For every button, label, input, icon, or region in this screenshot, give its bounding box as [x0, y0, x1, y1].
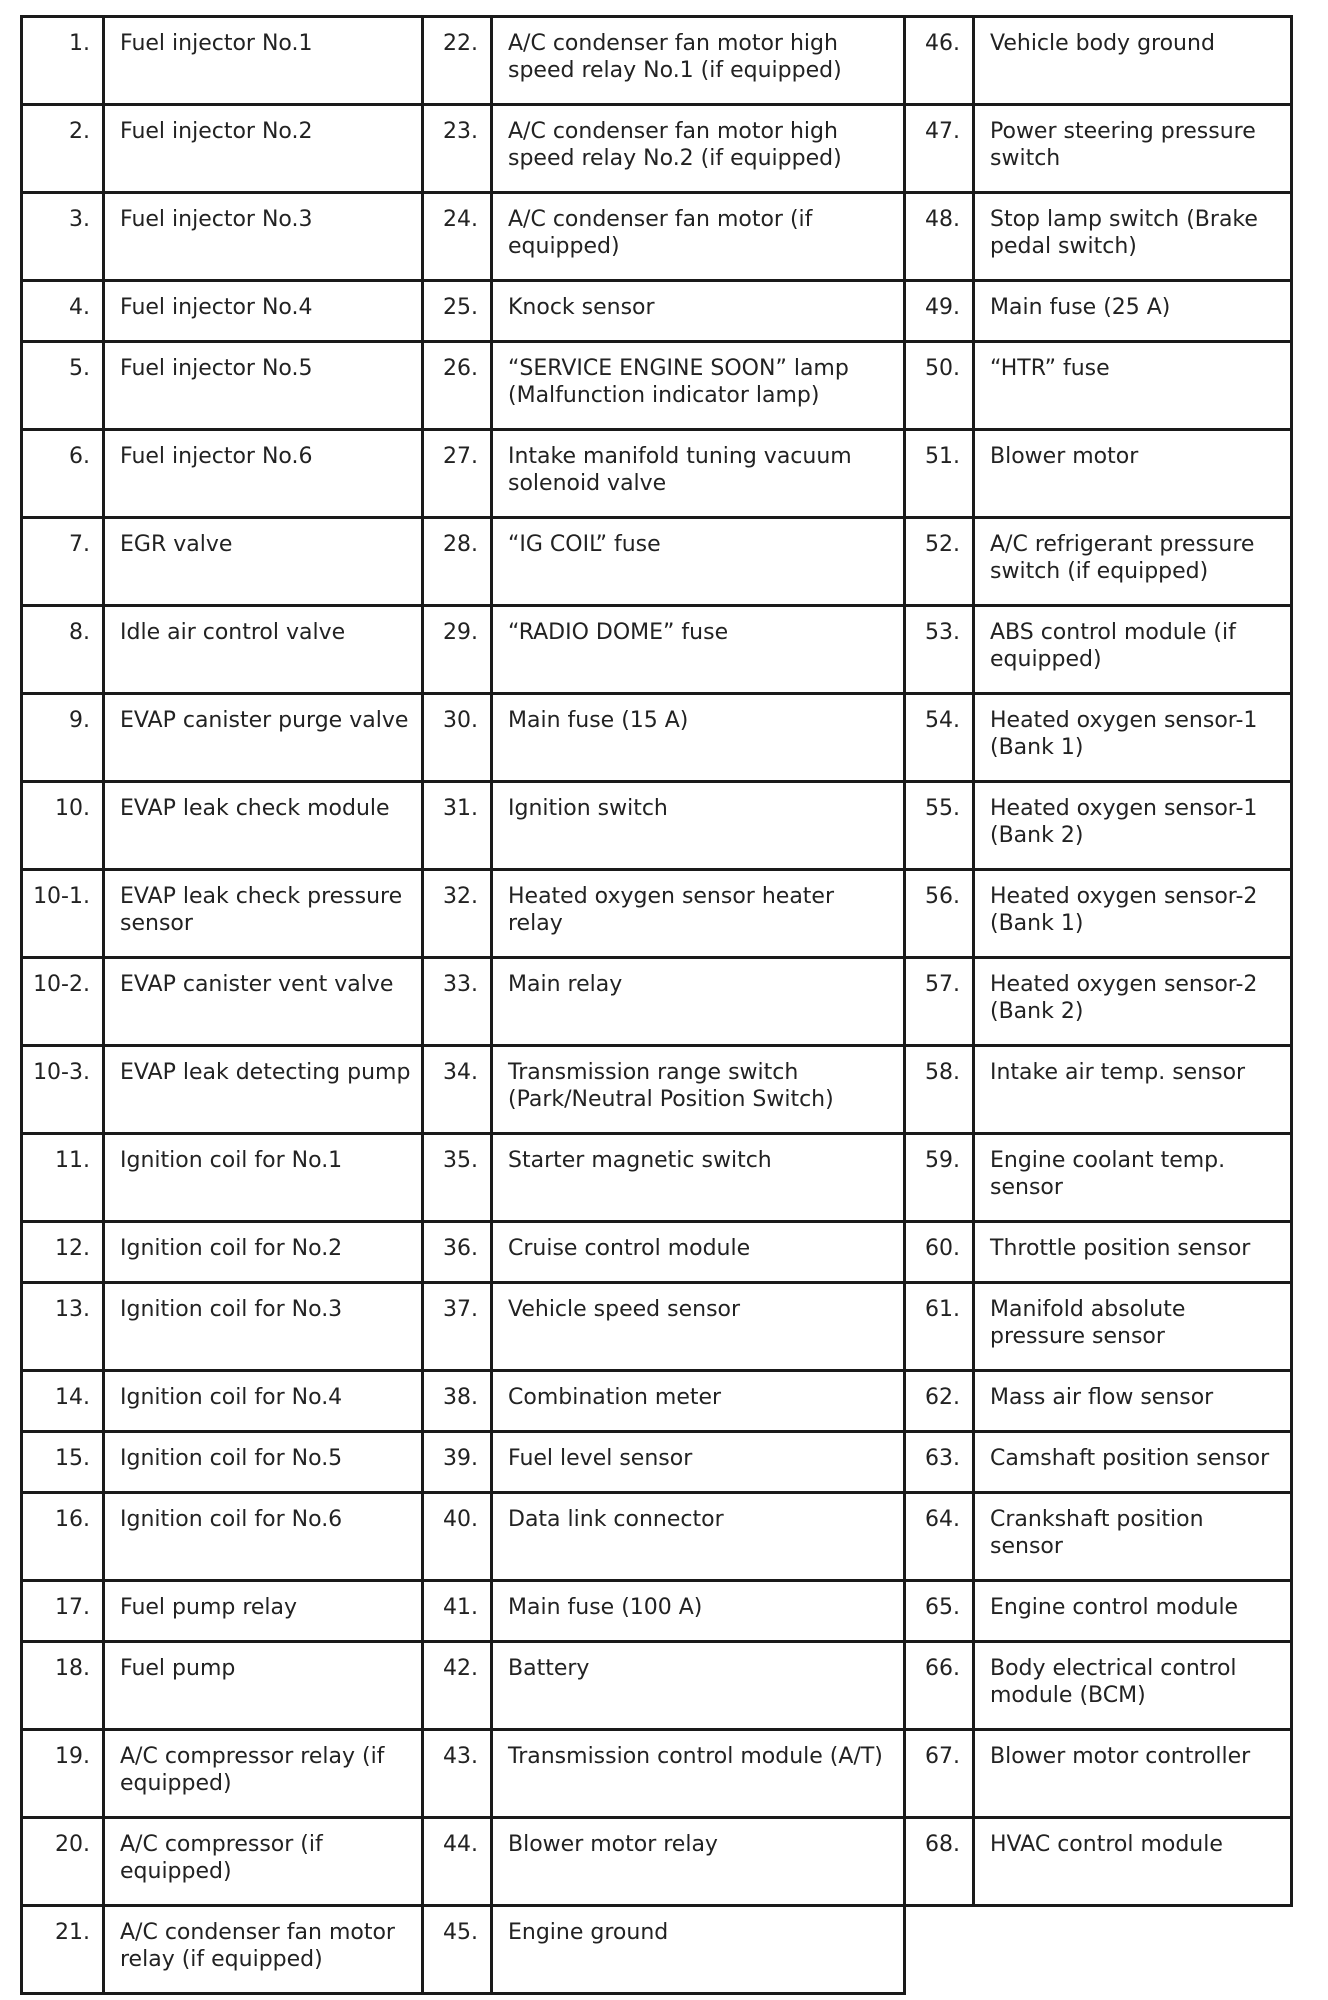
legend-item-number: 59. — [905, 1134, 974, 1222]
legend-row — [423, 782, 905, 870]
legend-table — [20, 15, 424, 1995]
legend-item-label: A/C compressor relay (if equipped) — [104, 1730, 423, 1818]
legend-row — [905, 430, 1292, 518]
legend-item-number: 57. — [905, 958, 974, 1046]
legend-item-label: Heated oxygen sensor-2 (Bank 1) — [974, 870, 1292, 958]
legend-item-number: 22. — [423, 17, 492, 105]
legend-item-label: Transmission control module (A/T) — [492, 1730, 905, 1818]
legend-item-label: Fuel pump relay — [104, 1581, 423, 1642]
legend-item-number: 50. — [905, 342, 974, 430]
legend-item-number: 61. — [905, 1283, 974, 1371]
legend-table-column-2 — [421, 15, 906, 1995]
legend-item-label: Body electrical control module (BCM) — [974, 1642, 1292, 1730]
legend-row — [423, 281, 905, 342]
legend-item-number: 16. — [22, 1493, 104, 1581]
legend-item-number: 13. — [22, 1283, 104, 1371]
legend-item-label: Mass air flow sensor — [974, 1371, 1292, 1432]
legend-item-label: Vehicle speed sensor — [492, 1283, 905, 1371]
legend-item-number: 39. — [423, 1432, 492, 1493]
legend-row — [905, 1432, 1292, 1493]
legend-row — [22, 430, 423, 518]
legend-row — [423, 1581, 905, 1642]
legend-row — [22, 1432, 423, 1493]
legend-row — [22, 518, 423, 606]
legend-row — [905, 1222, 1292, 1283]
legend-item-label: “IG COIL” fuse — [492, 518, 905, 606]
legend-item-label: Throttle position sensor — [974, 1222, 1292, 1283]
legend-item-number: 65. — [905, 1581, 974, 1642]
legend-row — [423, 1134, 905, 1222]
legend-item-number: 27. — [423, 430, 492, 518]
legend-item-label: Engine coolant temp. sensor — [974, 1134, 1292, 1222]
legend-item-label: “RADIO DOME” fuse — [492, 606, 905, 694]
legend-item-number: 7. — [22, 518, 104, 606]
legend-item-label: Ignition coil for No.3 — [104, 1283, 423, 1371]
legend-item-number: 29. — [423, 606, 492, 694]
legend-row — [22, 1371, 423, 1432]
legend-row — [423, 1642, 905, 1730]
legend-row — [423, 1818, 905, 1906]
legend-row — [423, 958, 905, 1046]
legend-row — [905, 1493, 1292, 1581]
legend-table — [421, 15, 906, 1995]
legend-row — [22, 782, 423, 870]
legend-item-label: Manifold absolute pressure sensor — [974, 1283, 1292, 1371]
legend-item-label: Ignition coil for No.4 — [104, 1371, 423, 1432]
legend-item-number: 67. — [905, 1730, 974, 1818]
legend-item-label: ABS control module (if equipped) — [974, 606, 1292, 694]
legend-row — [905, 1730, 1292, 1818]
legend-item-label: Intake manifold tuning vacuum solenoid valve — [492, 430, 905, 518]
legend-item-label: EVAP canister vent valve — [104, 958, 423, 1046]
legend-item-label: Ignition coil for No.6 — [104, 1493, 423, 1581]
legend-row — [423, 518, 905, 606]
legend-item-label: EVAP leak check module — [104, 782, 423, 870]
legend-item-number: 51. — [905, 430, 974, 518]
legend-row — [22, 1222, 423, 1283]
legend-item-number: 43. — [423, 1730, 492, 1818]
legend-row — [423, 1283, 905, 1371]
legend-row — [423, 694, 905, 782]
legend-row — [22, 1046, 423, 1134]
legend-item-label: Camshaft position sensor — [974, 1432, 1292, 1493]
legend-item-number: 26. — [423, 342, 492, 430]
legend-row — [905, 1046, 1292, 1134]
legend-row — [22, 342, 423, 430]
legend-item-label: A/C compressor (if equipped) — [104, 1818, 423, 1906]
legend-item-number: 24. — [423, 193, 492, 281]
legend-item-number: 11. — [22, 1134, 104, 1222]
legend-item-number: 46. — [905, 17, 974, 105]
legend-row — [905, 17, 1292, 105]
legend-row — [423, 1432, 905, 1493]
legend-row — [905, 193, 1292, 281]
legend-item-label: Cruise control module — [492, 1222, 905, 1283]
legend-item-label: Main relay — [492, 958, 905, 1046]
legend-item-number: 66. — [905, 1642, 974, 1730]
legend-row — [22, 17, 423, 105]
legend-item-number: 18. — [22, 1642, 104, 1730]
legend-item-number: 42. — [423, 1642, 492, 1730]
legend-item-number: 64. — [905, 1493, 974, 1581]
legend-item-number: 49. — [905, 281, 974, 342]
legend-item-number: 48. — [905, 193, 974, 281]
legend-item-number: 56. — [905, 870, 974, 958]
legend-item-label: Stop lamp switch (Brake pedal switch) — [974, 193, 1292, 281]
legend-item-label: Fuel injector No.3 — [104, 193, 423, 281]
legend-item-label: Power steering pressure switch — [974, 105, 1292, 193]
legend-item-label: A/C condenser fan motor high speed relay No.2 (if equipped) — [492, 105, 905, 193]
legend-row — [22, 958, 423, 1046]
legend-item-label: Idle air control valve — [104, 606, 423, 694]
legend-row — [22, 870, 423, 958]
legend-item-label: A/C condenser fan motor relay (if equipped) — [104, 1906, 423, 1994]
legend-item-number: 32. — [423, 870, 492, 958]
legend-item-label: Ignition coil for No.5 — [104, 1432, 423, 1493]
legend-item-label: Intake air temp. sensor — [974, 1046, 1292, 1134]
legend-row — [905, 1581, 1292, 1642]
legend-item-label: Ignition switch — [492, 782, 905, 870]
legend-row — [905, 518, 1292, 606]
legend-item-number: 53. — [905, 606, 974, 694]
legend-item-number: 8. — [22, 606, 104, 694]
legend-row — [905, 1371, 1292, 1432]
legend-item-number: 14. — [22, 1371, 104, 1432]
legend-item-number: 17. — [22, 1581, 104, 1642]
legend-row — [423, 1906, 905, 1994]
legend-row — [22, 193, 423, 281]
legend-item-number: 62. — [905, 1371, 974, 1432]
legend-row — [423, 1493, 905, 1581]
legend-item-number: 1. — [22, 17, 104, 105]
legend-row — [423, 1222, 905, 1283]
legend-row — [22, 281, 423, 342]
legend-item-number: 10. — [22, 782, 104, 870]
legend-item-number: 35. — [423, 1134, 492, 1222]
legend-item-number: 54. — [905, 694, 974, 782]
legend-item-label: Heated oxygen sensor-1 (Bank 2) — [974, 782, 1292, 870]
legend-item-number: 5. — [22, 342, 104, 430]
legend-item-number: 10-1. — [22, 870, 104, 958]
legend-row — [423, 1371, 905, 1432]
legend-row — [423, 1046, 905, 1134]
legend-item-number: 3. — [22, 193, 104, 281]
legend-item-number: 10-3. — [22, 1046, 104, 1134]
legend-item-number: 2. — [22, 105, 104, 193]
legend-item-label: Heated oxygen sensor heater relay — [492, 870, 905, 958]
legend-row — [423, 430, 905, 518]
legend-item-label: Fuel level sensor — [492, 1432, 905, 1493]
legend-item-label: “HTR” fuse — [974, 342, 1292, 430]
legend-item-label: Engine ground — [492, 1906, 905, 1994]
legend-item-label: A/C refrigerant pressure switch (if equipped) — [974, 518, 1292, 606]
legend-item-number: 37. — [423, 1283, 492, 1371]
legend-item-label: Fuel injector No.4 — [104, 281, 423, 342]
legend-item-label: Vehicle body ground — [974, 17, 1292, 105]
legend-row — [423, 606, 905, 694]
legend-row — [22, 1730, 423, 1818]
legend-row — [22, 1818, 423, 1906]
legend-item-number: 40. — [423, 1493, 492, 1581]
legend-item-label: “SERVICE ENGINE SOON” lamp (Malfunction indicator lamp) — [492, 342, 905, 430]
legend-row — [423, 17, 905, 105]
legend-row — [22, 1581, 423, 1642]
legend-row — [905, 1134, 1292, 1222]
legend-item-label: Fuel injector No.5 — [104, 342, 423, 430]
legend-item-label: Fuel injector No.1 — [104, 17, 423, 105]
legend-item-number: 41. — [423, 1581, 492, 1642]
legend-item-number: 4. — [22, 281, 104, 342]
legend-item-number: 9. — [22, 694, 104, 782]
legend-row — [22, 1493, 423, 1581]
legend-item-label: Blower motor controller — [974, 1730, 1292, 1818]
legend-row — [423, 193, 905, 281]
legend-item-label: Fuel injector No.6 — [104, 430, 423, 518]
legend-item-label: Main fuse (25 A) — [974, 281, 1292, 342]
legend-item-number: 28. — [423, 518, 492, 606]
legend-item-label: EVAP canister purge valve — [104, 694, 423, 782]
legend-row — [423, 342, 905, 430]
legend-item-label: Blower motor relay — [492, 1818, 905, 1906]
legend-item-number: 63. — [905, 1432, 974, 1493]
legend-item-number: 21. — [22, 1906, 104, 1994]
legend-row — [905, 782, 1292, 870]
legend-row — [905, 606, 1292, 694]
legend-item-number: 23. — [423, 105, 492, 193]
legend-item-number: 20. — [22, 1818, 104, 1906]
legend-item-number: 45. — [423, 1906, 492, 1994]
legend-table-column-3 — [903, 15, 1293, 1907]
legend-item-label: Combination meter — [492, 1371, 905, 1432]
legend-item-number: 60. — [905, 1222, 974, 1283]
legend-row — [905, 1642, 1292, 1730]
legend-row — [905, 694, 1292, 782]
legend-item-label: Starter magnetic switch — [492, 1134, 905, 1222]
legend-item-label: Ignition coil for No.1 — [104, 1134, 423, 1222]
legend-row — [905, 281, 1292, 342]
legend-row — [905, 1283, 1292, 1371]
legend-item-number: 34. — [423, 1046, 492, 1134]
legend-row — [22, 105, 423, 193]
legend-item-label: EVAP leak check pressure sensor — [104, 870, 423, 958]
legend-table — [903, 15, 1293, 1907]
legend-row — [905, 1818, 1292, 1906]
legend-row — [905, 958, 1292, 1046]
legend-row — [22, 1283, 423, 1371]
legend-row — [905, 342, 1292, 430]
legend-item-label: Crankshaft position sensor — [974, 1493, 1292, 1581]
legend-row — [423, 1730, 905, 1818]
legend-item-label: Heated oxygen sensor-2 (Bank 2) — [974, 958, 1292, 1046]
legend-item-number: 10-2. — [22, 958, 104, 1046]
legend-item-label: Main fuse (100 A) — [492, 1581, 905, 1642]
legend-item-label: Ignition coil for No.2 — [104, 1222, 423, 1283]
legend-item-number: 30. — [423, 694, 492, 782]
legend-item-number: 12. — [22, 1222, 104, 1283]
legend-item-label: Blower motor — [974, 430, 1292, 518]
legend-item-number: 25. — [423, 281, 492, 342]
legend-item-number: 52. — [905, 518, 974, 606]
legend-item-number: 55. — [905, 782, 974, 870]
legend-row — [22, 1642, 423, 1730]
legend-row — [22, 694, 423, 782]
legend-item-number: 47. — [905, 105, 974, 193]
legend-row — [905, 105, 1292, 193]
legend-row — [423, 870, 905, 958]
legend-item-number: 36. — [423, 1222, 492, 1283]
legend-item-label: Knock sensor — [492, 281, 905, 342]
legend-table-column-1 — [20, 15, 424, 1995]
legend-item-label: Fuel pump — [104, 1642, 423, 1730]
legend-item-number: 68. — [905, 1818, 974, 1906]
legend-row — [423, 105, 905, 193]
legend-item-label: A/C condenser fan motor high speed relay No.1 (if equipped) — [492, 17, 905, 105]
legend-item-label: Engine control module — [974, 1581, 1292, 1642]
legend-row — [22, 606, 423, 694]
legend-item-number: 19. — [22, 1730, 104, 1818]
legend-item-number: 15. — [22, 1432, 104, 1493]
legend-row — [905, 870, 1292, 958]
legend-item-label: EGR valve — [104, 518, 423, 606]
legend-item-label: Fuel injector No.2 — [104, 105, 423, 193]
legend-item-label: A/C condenser fan motor (if equipped) — [492, 193, 905, 281]
legend-item-label: HVAC control module — [974, 1818, 1292, 1906]
legend-item-label: Battery — [492, 1642, 905, 1730]
legend-item-label: Heated oxygen sensor-1 (Bank 1) — [974, 694, 1292, 782]
legend-item-number: 33. — [423, 958, 492, 1046]
legend-item-label: Transmission range switch (Park/Neutral Position Switch) — [492, 1046, 905, 1134]
legend-row — [22, 1134, 423, 1222]
legend-item-number: 44. — [423, 1818, 492, 1906]
legend-item-label: Main fuse (15 A) — [492, 694, 905, 782]
legend-item-label: EVAP leak detecting pump — [104, 1046, 423, 1134]
legend-item-number: 31. — [423, 782, 492, 870]
legend-item-label: Data link connector — [492, 1493, 905, 1581]
legend-item-number: 38. — [423, 1371, 492, 1432]
legend-item-number: 6. — [22, 430, 104, 518]
legend-row — [22, 1906, 423, 1994]
legend-item-number: 58. — [905, 1046, 974, 1134]
